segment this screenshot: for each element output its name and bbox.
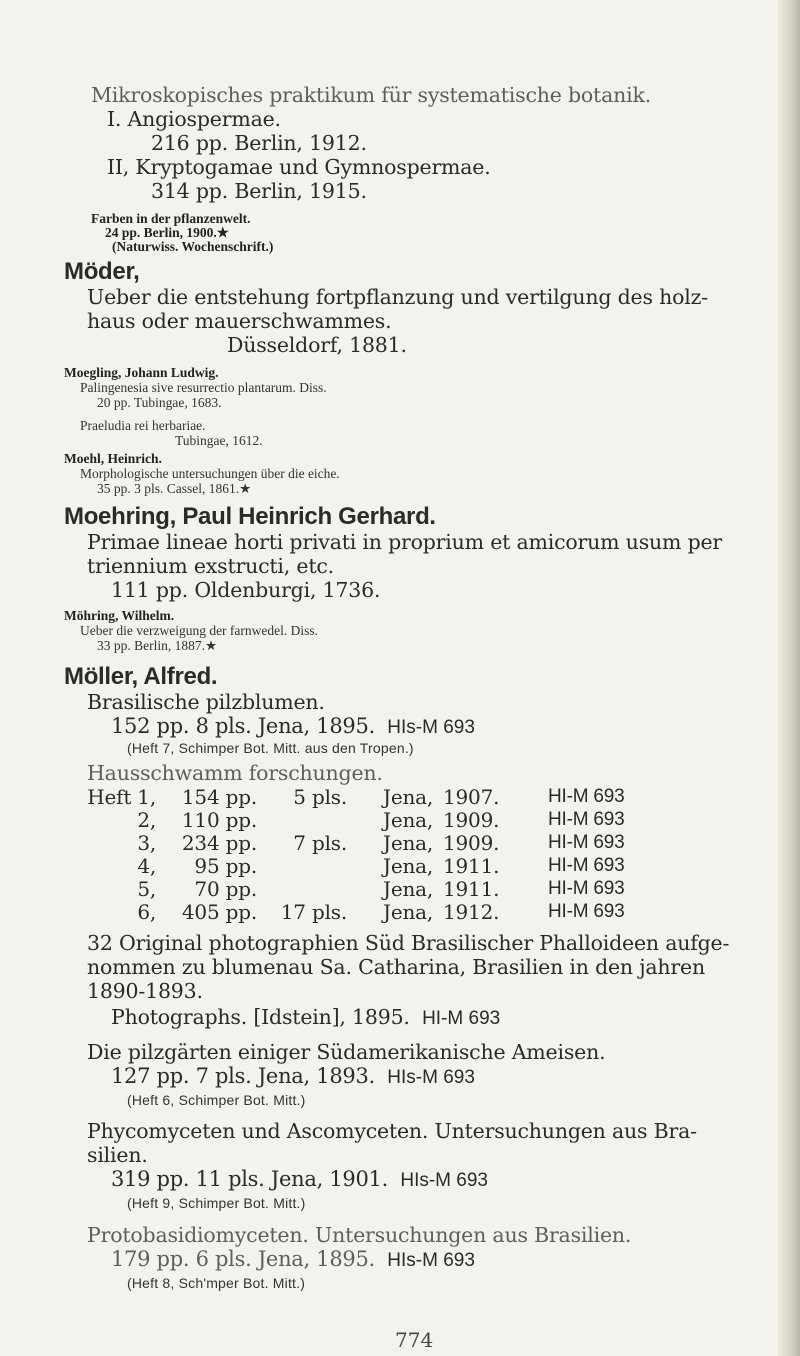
- entry-publication: [111, 1005, 500, 1031]
- heft-pp: 95 pp.: [194, 854, 257, 878]
- call-number: HIs-M 693: [400, 1170, 488, 1191]
- heft-pp: 70 pp.: [194, 877, 257, 901]
- entry-publication: [111, 714, 475, 740]
- entry-publication: 24 pp. Berlin, 1900.★: [105, 225, 229, 240]
- heft-year: 1912.: [443, 900, 500, 924]
- publication-details: 179 pp. 6 pls. Jena, 1895.: [111, 1247, 375, 1271]
- entry-publication: [111, 1064, 475, 1090]
- heft-heft: Heft 1,: [87, 785, 156, 809]
- heft-year: 1909.: [443, 808, 500, 832]
- entry-publication: Tubingae, 1612.: [175, 433, 263, 448]
- entry-title: 1890-1893.: [87, 979, 203, 1003]
- heft-call: HI-M 693: [548, 809, 625, 830]
- heft-place: Jena,: [383, 877, 434, 901]
- call-number: HIs-M 693: [387, 717, 475, 738]
- publication-details: Photographs. [Idstein], 1895.: [111, 1005, 410, 1029]
- entry-publication: 216 pp. Berlin, 1912.: [151, 131, 367, 155]
- series-note: (Heft 6, Schimper Bot. Mitt.): [127, 1092, 306, 1108]
- page-edge-shadow: [778, 0, 800, 1356]
- author-heading: Moehl, Heinrich.: [64, 451, 162, 466]
- heft-place: Jena,: [383, 785, 434, 809]
- heft-year: 1907.: [443, 785, 500, 809]
- series-note: (Heft 8, Sch'mper Bot. Mitt.): [127, 1275, 306, 1291]
- entry-title: Phycomyceten und Ascomyceten. Untersuchungen aus Bra-: [87, 1119, 697, 1143]
- entry-title: Ueber die entstehung fortpflanzung und vertilgung des holz-: [87, 285, 708, 309]
- entry-title: triennium exstructi, etc.: [87, 554, 334, 578]
- publication-details: 127 pp. 7 pls. Jena, 1893.: [111, 1064, 375, 1088]
- entry-publication: 314 pp. Berlin, 1915.: [151, 179, 367, 203]
- call-number: HIs-M 693: [387, 1250, 475, 1271]
- entry-publication: 35 pp. 3 pls. Cassel, 1861.★: [97, 481, 252, 496]
- heft-heft: 4,: [137, 854, 156, 878]
- heft-pls: 5 pls.: [293, 785, 347, 809]
- entry-title: Hausschwamm forschungen.: [87, 761, 383, 785]
- entry-title: haus oder mauerschwammes.: [87, 309, 392, 333]
- heft-call: HI-M 693: [548, 901, 625, 922]
- heft-call: HI-M 693: [548, 878, 625, 899]
- entry-publication: [111, 1167, 488, 1193]
- heft-place: Jena,: [383, 831, 434, 855]
- heft-pp: 110 pp.: [181, 808, 257, 832]
- heft-year: 1911.: [443, 877, 500, 901]
- heft-year: 1911.: [443, 854, 500, 878]
- heft-place: Jena,: [383, 808, 434, 832]
- entry-title: Mikroskopisches praktikum für systematische botanik.: [91, 83, 652, 107]
- heft-year: 1909.: [443, 831, 500, 855]
- entry-title: Morphologische untersuchungen über die eiche.: [80, 466, 340, 481]
- heft-heft: 5,: [137, 877, 156, 901]
- author-heading: Moegling, Johann Ludwig.: [64, 365, 219, 380]
- entry-part: I. Angiospermae.: [107, 107, 281, 131]
- heft-call: HI-M 693: [548, 786, 625, 807]
- call-number: HI-M 693: [422, 1008, 501, 1029]
- author-heading: Möder,: [64, 258, 140, 285]
- entry-title: Protobasidiomyceten. Untersuchungen aus Brasilien.: [87, 1223, 632, 1247]
- heft-heft: 6,: [137, 900, 156, 924]
- entry-title: Brasilische pilzblumen.: [87, 690, 325, 714]
- entry-title: Primae lineae horti privati in proprium et amicorum usum per: [87, 530, 723, 554]
- heft-place: Jena,: [383, 900, 434, 924]
- entry-title: Die pilzgärten einiger Südamerikanische Ameisen.: [87, 1040, 606, 1064]
- heft-pp: 154 pp.: [181, 785, 257, 809]
- entry-title: Praeludia rei herbariae.: [80, 418, 206, 433]
- entry-title: 32 Original photographien Süd Brasilischer Phalloideen aufge-: [87, 931, 730, 955]
- call-number: HIs-M 693: [387, 1067, 475, 1088]
- publication-details: 152 pp. 8 pls. Jena, 1895.: [111, 714, 375, 738]
- heft-pp: 234 pp.: [181, 831, 257, 855]
- entry-publication: 33 pp. Berlin, 1887.★: [97, 638, 218, 653]
- series-note: (Naturwiss. Wochenschrift.): [112, 239, 274, 254]
- entry-part: II, Kryptogamae und Gymnospermae.: [107, 155, 491, 179]
- series-note: (Heft 7, Schimper Bot. Mitt. aus den Tropen.): [127, 740, 414, 756]
- entry-title: silien.: [87, 1143, 148, 1167]
- heft-pls: 7 pls.: [293, 831, 347, 855]
- heft-pls: 17 pls.: [280, 900, 347, 924]
- heft-heft: 3,: [137, 831, 156, 855]
- publication-details: 319 pp. 11 pls. Jena, 1901.: [111, 1167, 388, 1191]
- series-note: (Heft 9, Schimper Bot. Mitt.): [127, 1195, 306, 1211]
- entry-title: Farben in der pflanzenwelt.: [91, 211, 251, 226]
- author-heading: Moehring, Paul Heinrich Gerhard.: [64, 503, 436, 530]
- heft-place: Jena,: [383, 854, 434, 878]
- heft-call: HI-M 693: [548, 832, 625, 853]
- author-heading: Möhring, Wilhelm.: [64, 608, 175, 623]
- entry-title: nommen zu blumenau Sa. Catharina, Brasilien in den jahren: [87, 955, 705, 979]
- page-number: 774: [395, 1328, 434, 1352]
- entry-publication: Düsseldorf, 1881.: [227, 333, 407, 357]
- entry-title: Palingenesia sive resurrectio plantarum. Diss.: [80, 380, 327, 395]
- entry-title: Ueber die verzweigung der farnwedel. Diss.: [80, 623, 319, 638]
- entry-publication: [111, 1247, 475, 1273]
- heft-pp: 405 pp.: [181, 900, 257, 924]
- entry-publication: 20 pp. Tubingae, 1683.: [97, 395, 222, 410]
- heft-call: HI-M 693: [548, 855, 625, 876]
- heft-heft: 2,: [137, 808, 156, 832]
- entry-publication: 111 pp. Oldenburgi, 1736.: [111, 578, 381, 602]
- author-heading: Möller, Alfred.: [64, 663, 218, 690]
